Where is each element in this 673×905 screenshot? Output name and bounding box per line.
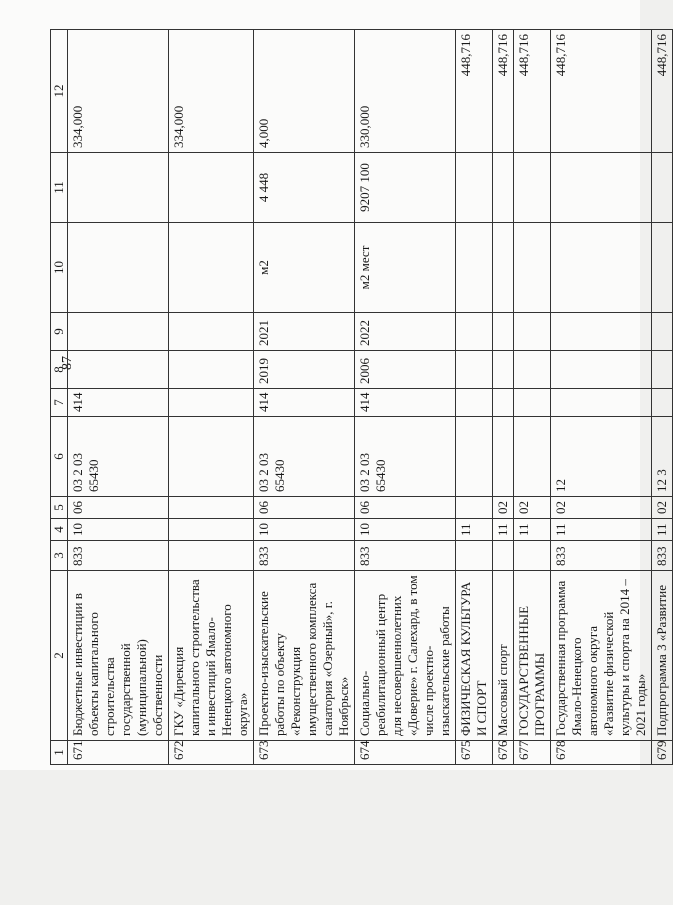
row-number: 676 bbox=[493, 741, 514, 765]
cell bbox=[652, 223, 673, 313]
table-row bbox=[355, 30, 456, 765]
cell: 11 bbox=[514, 519, 551, 541]
cell bbox=[456, 541, 493, 571]
row-name: Подпрограмма 3 «Развитие bbox=[652, 571, 673, 741]
row-number: 678 bbox=[551, 741, 652, 765]
cell bbox=[652, 351, 673, 389]
amount-cell: 448,716 bbox=[456, 30, 493, 153]
row-number: 679 bbox=[652, 741, 673, 765]
table-row bbox=[254, 30, 355, 765]
cell: 12 bbox=[551, 417, 652, 497]
cell bbox=[169, 497, 254, 519]
page-number: 87 bbox=[60, 356, 75, 370]
cell bbox=[493, 313, 514, 351]
row-name: ГКУ «Дирекция капитального строительства и инвестиций Ямало-Ненецкого автономного округа» bbox=[169, 571, 254, 741]
cell: 10 bbox=[68, 519, 169, 541]
cell bbox=[493, 223, 514, 313]
cell bbox=[551, 313, 652, 351]
cell bbox=[456, 417, 493, 497]
cell bbox=[514, 351, 551, 389]
row-name: Массовый спорт bbox=[493, 571, 514, 741]
cell: 4 448 bbox=[254, 153, 355, 223]
cell bbox=[169, 351, 254, 389]
header-cell: 9 bbox=[51, 313, 68, 351]
header-cell: 7 bbox=[51, 389, 68, 417]
table-row bbox=[551, 30, 652, 765]
cell bbox=[456, 223, 493, 313]
cell bbox=[493, 389, 514, 417]
cell bbox=[68, 313, 169, 351]
cell bbox=[514, 313, 551, 351]
header-cell: 6 bbox=[51, 417, 68, 497]
cell: 02 bbox=[514, 497, 551, 519]
cell: 833 bbox=[652, 541, 673, 571]
cell bbox=[169, 541, 254, 571]
cell bbox=[551, 153, 652, 223]
header-cell: 12 bbox=[51, 30, 68, 153]
cell bbox=[456, 153, 493, 223]
cell: 833 bbox=[355, 541, 456, 571]
cell: 02 bbox=[551, 497, 652, 519]
cell bbox=[169, 389, 254, 417]
cell bbox=[169, 223, 254, 313]
cell bbox=[514, 223, 551, 313]
amount-cell: 334,000 bbox=[169, 30, 254, 153]
cell: 03 2 03 65430 bbox=[355, 417, 456, 497]
header-cell: 5 bbox=[51, 497, 68, 519]
row-number: 672 bbox=[169, 741, 254, 765]
row-number: 671 bbox=[68, 741, 169, 765]
row-number: 675 bbox=[456, 741, 493, 765]
cell: 11 bbox=[456, 519, 493, 541]
cell bbox=[514, 389, 551, 417]
cell: 03 2 03 65430 bbox=[254, 417, 355, 497]
header-row bbox=[51, 30, 68, 765]
table-row bbox=[652, 30, 673, 765]
cell bbox=[652, 313, 673, 351]
cell: 833 bbox=[551, 541, 652, 571]
cell bbox=[169, 313, 254, 351]
amount-cell: 448,716 bbox=[493, 30, 514, 153]
cell: 02 bbox=[652, 497, 673, 519]
cell bbox=[514, 153, 551, 223]
cell: 833 bbox=[254, 541, 355, 571]
cell bbox=[514, 541, 551, 571]
header-cell: 8 bbox=[51, 351, 68, 389]
cell bbox=[169, 519, 254, 541]
table-row bbox=[514, 30, 551, 765]
cell bbox=[493, 541, 514, 571]
cell bbox=[68, 153, 169, 223]
cell: 02 bbox=[493, 497, 514, 519]
amount-cell: 330,000 bbox=[355, 30, 456, 153]
cell: 10 bbox=[355, 519, 456, 541]
cell bbox=[493, 153, 514, 223]
cell bbox=[551, 389, 652, 417]
cell bbox=[493, 351, 514, 389]
cell: 06 bbox=[254, 497, 355, 519]
cell: 414 bbox=[254, 389, 355, 417]
cell: 9207 100 bbox=[355, 153, 456, 223]
cell bbox=[652, 389, 673, 417]
cell bbox=[456, 351, 493, 389]
header-cell: 4 bbox=[51, 519, 68, 541]
cell bbox=[551, 351, 652, 389]
cell: 11 bbox=[652, 519, 673, 541]
cell bbox=[514, 417, 551, 497]
cell: 2022 bbox=[355, 313, 456, 351]
cell: м2 мест bbox=[355, 223, 456, 313]
header-cell: 11 bbox=[51, 153, 68, 223]
amount-cell: 4,000 bbox=[254, 30, 355, 153]
cell: 12 3 bbox=[652, 417, 673, 497]
row-name: Государственная программа Ямало-Ненецкого автономного округа «Развитие физической культуры и спорта на 2014 – 2021 годы» bbox=[551, 571, 652, 741]
row-name: Бюджетные инвестиции в объекты капитального строительства государственной (муниципальной) собственности bbox=[68, 571, 169, 741]
cell: 03 2 03 65430 bbox=[68, 417, 169, 497]
row-name: Социально-реабилитационный центр для несовершеннолетних «Доверие» г. Салехард, в том числе проектно-изыскательские работы bbox=[355, 571, 456, 741]
budget-table bbox=[50, 29, 673, 765]
cell bbox=[493, 417, 514, 497]
cell bbox=[456, 497, 493, 519]
cell bbox=[456, 389, 493, 417]
row-number: 677 bbox=[514, 741, 551, 765]
row-name: ФИЗИЧЕСКАЯ КУЛЬТУРА И СПОРТ bbox=[456, 571, 493, 741]
cell: 11 bbox=[493, 519, 514, 541]
amount-cell: 448,716 bbox=[514, 30, 551, 153]
table-row bbox=[68, 30, 169, 765]
cell bbox=[551, 223, 652, 313]
cell: 414 bbox=[355, 389, 456, 417]
header-cell: 1 bbox=[51, 741, 68, 765]
cell: 06 bbox=[68, 497, 169, 519]
rotated-table-container bbox=[50, 30, 669, 765]
cell bbox=[169, 417, 254, 497]
cell: 2019 bbox=[254, 351, 355, 389]
row-name: Проектно-изыскательские работы по объекту «Реконструкция имущественного комплекса санатория «Озерный», г. Ноябрьск» bbox=[254, 571, 355, 741]
cell: м2 bbox=[254, 223, 355, 313]
cell: 11 bbox=[551, 519, 652, 541]
row-number: 674 bbox=[355, 741, 456, 765]
cell: 833 bbox=[68, 541, 169, 571]
row-number: 673 bbox=[254, 741, 355, 765]
cell bbox=[652, 153, 673, 223]
amount-cell: 334,000 bbox=[68, 30, 169, 153]
cell bbox=[169, 153, 254, 223]
amount-cell: 448,716 bbox=[652, 30, 673, 153]
cell bbox=[68, 351, 169, 389]
table-row bbox=[456, 30, 493, 765]
cell: 06 bbox=[355, 497, 456, 519]
row-name: ГОСУДАРСТВЕННЫЕ ПРОГРАММЫ bbox=[514, 571, 551, 741]
cell: 2006 bbox=[355, 351, 456, 389]
table-row bbox=[493, 30, 514, 765]
amount-cell: 448,716 bbox=[551, 30, 652, 153]
cell: 2021 bbox=[254, 313, 355, 351]
cell bbox=[68, 223, 169, 313]
cell bbox=[456, 313, 493, 351]
header-cell: 2 bbox=[51, 571, 68, 741]
cell: 10 bbox=[254, 519, 355, 541]
cell: 414 bbox=[68, 389, 169, 417]
header-cell: 10 bbox=[51, 223, 68, 313]
header-cell: 3 bbox=[51, 541, 68, 571]
table-row bbox=[169, 30, 254, 765]
